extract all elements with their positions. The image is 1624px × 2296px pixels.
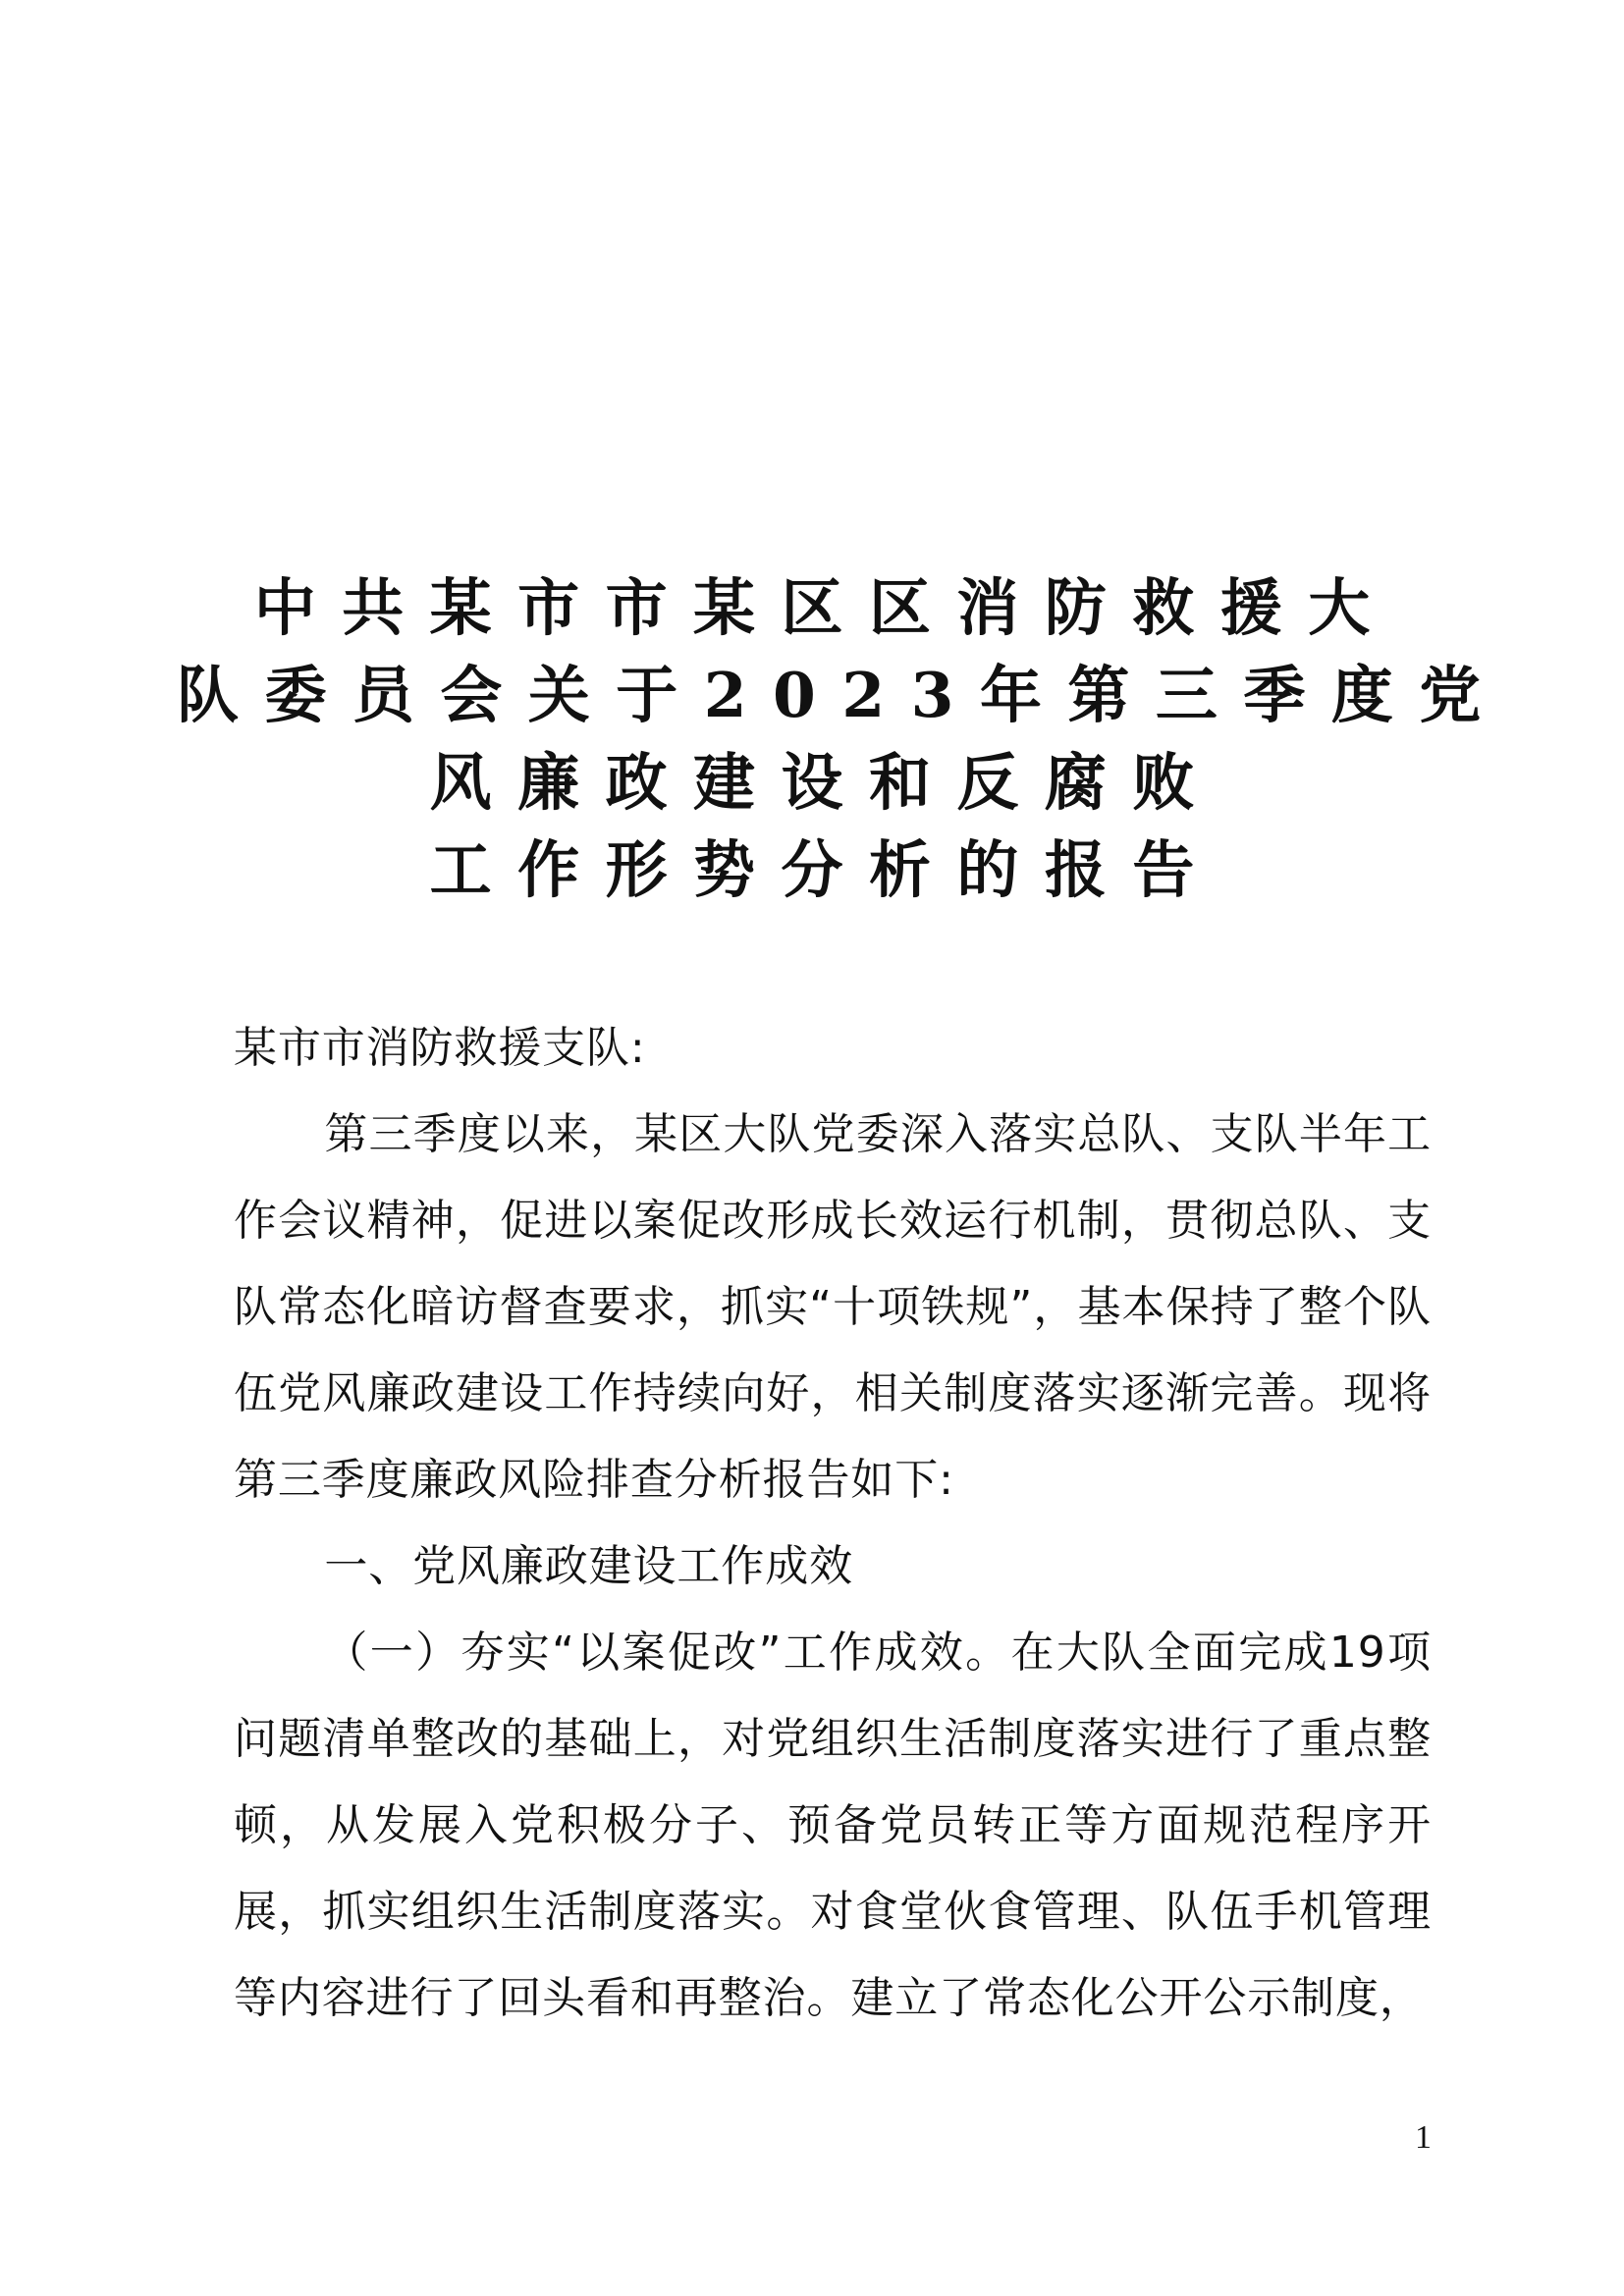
paragraph-intro: 第三季度以来，某区大队党委深入落实总队、支队半年工作会议精神，促进以案促改形成长效运行机制，贯彻总队、支队常态化暗访督查要求，抓实“十项铁规”，基本保持了整个队伍党风廉政建设工作持续向好，相关制度落实逐渐完善。现将第三季度廉政风险排查分析报告如下: — [234, 1109, 1432, 1505]
section-heading-1: 一、党风廉政建设工作成效 — [324, 1541, 853, 1591]
title-line-4: 工作形势分析的报告 — [429, 833, 1220, 906]
title-line-2: 队委员会关于2023年第三季度党 — [177, 659, 1507, 731]
title-line-1: 中共某市市某区区消防救援大 — [253, 571, 1396, 644]
title-line-3: 风廉政建设和反腐败 — [429, 746, 1220, 819]
document-body — [234, 1092, 1432, 2042]
page-number: 1 — [1415, 2119, 1432, 2156]
paragraph-section-1-1: （一）夯实“以案促改”工作成效。在大队全面完成19项问题清单整改的基础上，对党组织生活制度落实进行了重点整顿，从发展入党积极分子、预备党员转正等方面规范程序开展，抓实组织生活制度落实。对食堂伙食管理、队伍手机管理等内容进行了回头看和再整治。建立了常态化公开公示制度， — [234, 1628, 1432, 2023]
salutation: 某市市消防救援支队: — [234, 1023, 646, 1073]
document-title — [177, 564, 1507, 914]
